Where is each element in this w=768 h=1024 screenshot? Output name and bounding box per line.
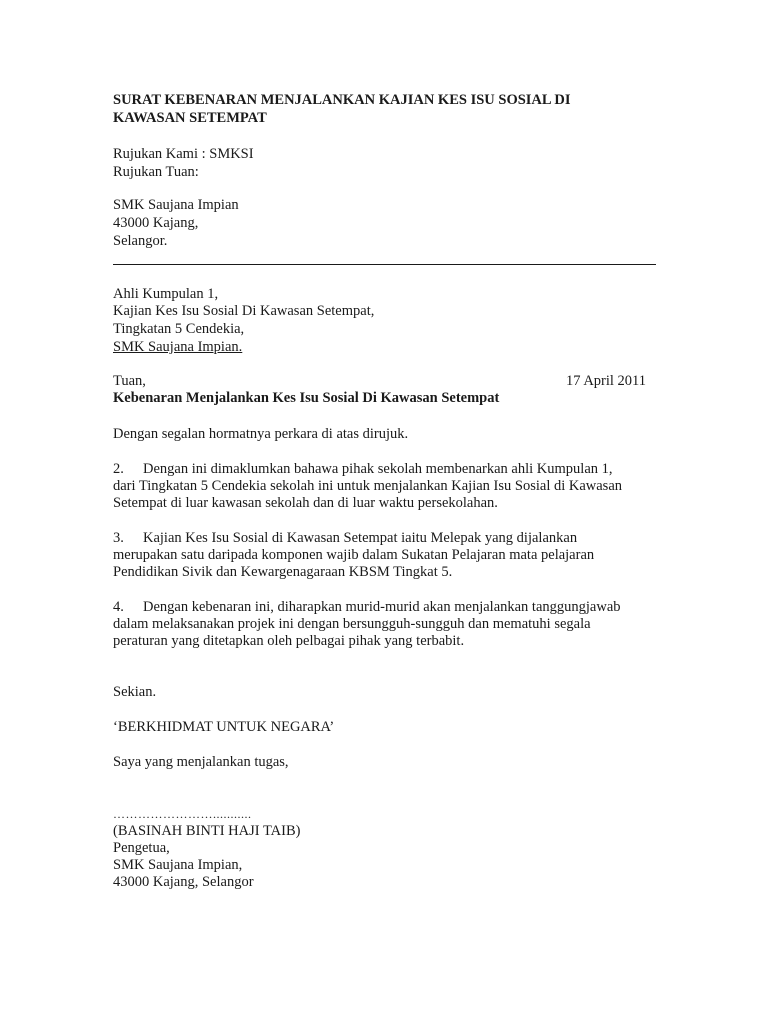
recipient-line-4: SMK Saujana Impian. — [113, 339, 243, 355]
paragraph-3-line-2: merupakan satu daripada komponen wajib dalam Sukatan Pelajaran mata pelajaran — [113, 547, 595, 563]
reference-ours: Rujukan Kami : SMKSI — [113, 146, 254, 162]
paragraph-4-line-3: peraturan yang ditetapkan oleh pelbagai pihak yang terbabit. — [113, 633, 465, 649]
sender-line-2: 43000 Kajang, — [113, 215, 199, 231]
paragraph-text: Kajian Kes Isu Sosial di Kawasan Setempat iaitu Melepak yang dijalankan — [143, 530, 578, 546]
letter-subject: Kebenaran Menjalankan Kes Isu Sosial Di Kawasan Setempat — [113, 390, 500, 406]
signatory-address: 43000 Kajang, Selangor — [113, 874, 254, 890]
paragraph-text: Dengan kebenaran ini, diharapkan murid-murid akan menjalankan tanggungjawab — [143, 599, 621, 615]
paragraph-number: 4. — [113, 599, 124, 615]
paragraph-2-line-1 — [113, 460, 613, 478]
recipient-line-3: Tingkatan 5 Cendekia, — [113, 321, 245, 337]
paragraph-2-line-2: dari Tingkatan 5 Cendekia sekolah ini untuk menjalankan Kajian Isu Sosial di Kawasan — [113, 478, 623, 494]
sender-line-1: SMK Saujana Impian — [113, 197, 239, 213]
letter-title-line-1: SURAT KEBENARAN MENJALANKAN KAJIAN KES ISU SOSIAL DI — [113, 92, 571, 108]
signatory-school: SMK Saujana Impian, — [113, 857, 243, 873]
paragraph-3-line-1 — [113, 529, 577, 547]
paragraph-number: 3. — [113, 530, 124, 546]
recipient-line-1: Ahli Kumpulan 1, — [113, 286, 219, 302]
salutation: Tuan, — [113, 373, 146, 389]
sender-line-3: Selangor. — [113, 233, 168, 249]
letter-date: 17 April 2011 — [566, 373, 647, 389]
paragraph-4-line-2: dalam melaksanakan projek ini dengan bersungguh-sungguh dan mematuhi segala — [113, 616, 591, 632]
paragraph-text: Dengan ini dimaklumkan bahawa pihak sekolah membenarkan ahli Kumpulan 1, — [143, 461, 613, 477]
opening-line: Dengan segalan hormatnya perkara di atas dirujuk. — [113, 426, 409, 442]
signature-line: ……………………........... — [113, 807, 252, 821]
paragraph-number: 2. — [113, 461, 124, 477]
signatory-name: (BASINAH BINTI HAJI TAIB) — [113, 823, 301, 839]
motto: ‘BERKHIDMAT UNTUK NEGARA’ — [113, 719, 335, 735]
paragraph-3-line-3: Pendidikan Sivik dan Kewargenagaraan KBSM Tingkat 5. — [113, 564, 453, 580]
reference-yours: Rujukan Tuan: — [113, 164, 199, 180]
signatory-title: Pengetua, — [113, 840, 170, 856]
letter-title-line-2: KAWASAN SETEMPAT — [113, 110, 267, 126]
paragraph-4-line-1 — [113, 598, 621, 616]
signoff: Saya yang menjalankan tugas, — [113, 754, 289, 770]
paragraph-2-line-3: Setempat di luar kawasan sekolah dan di luar waktu persekolahan. — [113, 495, 498, 511]
recipient-line-2: Kajian Kes Isu Sosial Di Kawasan Setempat, — [113, 303, 375, 319]
closing: Sekian. — [113, 684, 157, 700]
divider-line — [113, 264, 656, 265]
